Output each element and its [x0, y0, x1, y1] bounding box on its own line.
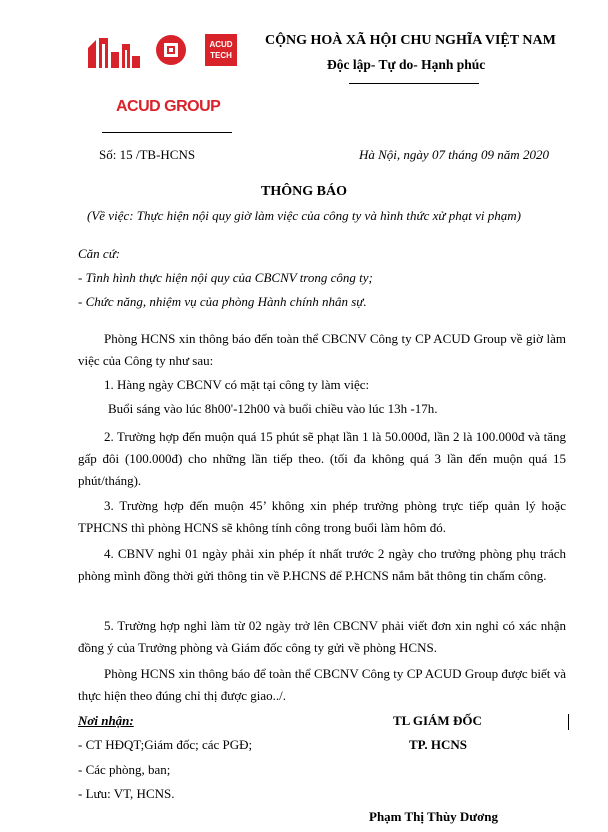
signer-name: Phạm Thị Thùy Dương	[369, 809, 499, 824]
acud-building-logo	[86, 34, 142, 70]
document-number: Số: 15 /TB-HCNS	[99, 147, 196, 162]
item-1: 1. Hàng ngày CBCNV có mặt tại công ty làm việc:	[104, 377, 370, 392]
left-header-underline	[102, 132, 232, 133]
signature-role: TL GIÁM ĐỐC	[393, 713, 482, 728]
recipient-item: - Lưu: VT, HCNS.	[78, 786, 175, 801]
signature-title: TP. HCNS	[409, 737, 468, 752]
recipients-label: Nơi nhận:	[78, 713, 134, 728]
acud-circle-logo	[155, 34, 187, 66]
basis-item: - Tình hình thực hiện nội quy của CBCNV trong công ty;	[78, 270, 373, 285]
closing-paragraph: Phòng HCNS xin thông báo để toàn thể CBCNV Công ty CP ACUD Group được biết và thực hiện theo đúng chỉ thị được giao../.	[78, 666, 566, 703]
basis-label: Căn cứ:	[78, 246, 121, 261]
nation-heading: CỘNG HOÀ XÃ HỘI CHU NGHĨA VIỆT NAM	[265, 33, 556, 48]
acud-tech-logo: ACUD TECH	[205, 34, 237, 66]
recipient-item: - Các phòng, ban;	[78, 762, 171, 777]
item-3: 3. Trường hợp đến muộn 45’ không xin phép trưởng phòng trực tiếp quản lý hoặc TPHCNS thì phòng HCNS sẽ không tính công trong buổi làm hôm đó.	[78, 498, 566, 535]
motto-underline	[349, 83, 479, 84]
intro-paragraph: Phòng HCNS xin thông báo đến toàn thể CBCNV Công ty CP ACUD Group về giờ làm việc của Công ty như sau:	[78, 331, 566, 368]
item-4: 4. CBNV nghỉ 01 ngày phải xin phép ít nhất trước 2 ngày cho trưởng phòng phụ trách phòng mình đồng thời gửi thông tin về P.HCNS để P.HCNS nắm bắt thông tin chấm công.	[78, 546, 566, 583]
basis-item: - Chức năng, nhiệm vụ của phòng Hành chính nhân sự.	[78, 294, 367, 309]
motto: Độc lập- Tự do- Hạnh phúc	[327, 57, 486, 72]
recipient-item: - CT HĐQT;Giám đốc; các PGĐ;	[78, 737, 253, 752]
item-1-detail: Buổi sáng vào lúc 8h00'-12h00 và buổi chiều vào lúc 13h -17h.	[108, 401, 438, 416]
notice-title: THÔNG BÁO	[261, 184, 347, 199]
notice-subject: (Về việc: Thực hiện nội quy giờ làm việc của công ty và hình thức xử phạt vi phạm)	[87, 208, 521, 223]
acud-group-wordmark: ACUD GROUP	[116, 98, 221, 115]
item-5: 5. Trường hợp nghỉ làm từ 02 ngày trở lên CBCNV phải viết đơn xin nghỉ có xác nhận đồng ý của Trưởng phòng và Giám đốc công ty gửi về phòng HCNS.	[78, 618, 566, 655]
item-2: 2. Trường hợp đến muộn quá 15 phút sẽ phạt lần 1 là 50.000đ, lần 2 là 100.000đ và tăng gấp đôi (100.000đ) cho những lần tiếp theo. (tối đa không quá 3 lần đến muộn quá 15 phút/tháng).	[78, 429, 566, 488]
text-cursor	[568, 714, 569, 730]
place-date: Hà Nội, ngày 07 tháng 09 năm 2020	[359, 147, 549, 162]
